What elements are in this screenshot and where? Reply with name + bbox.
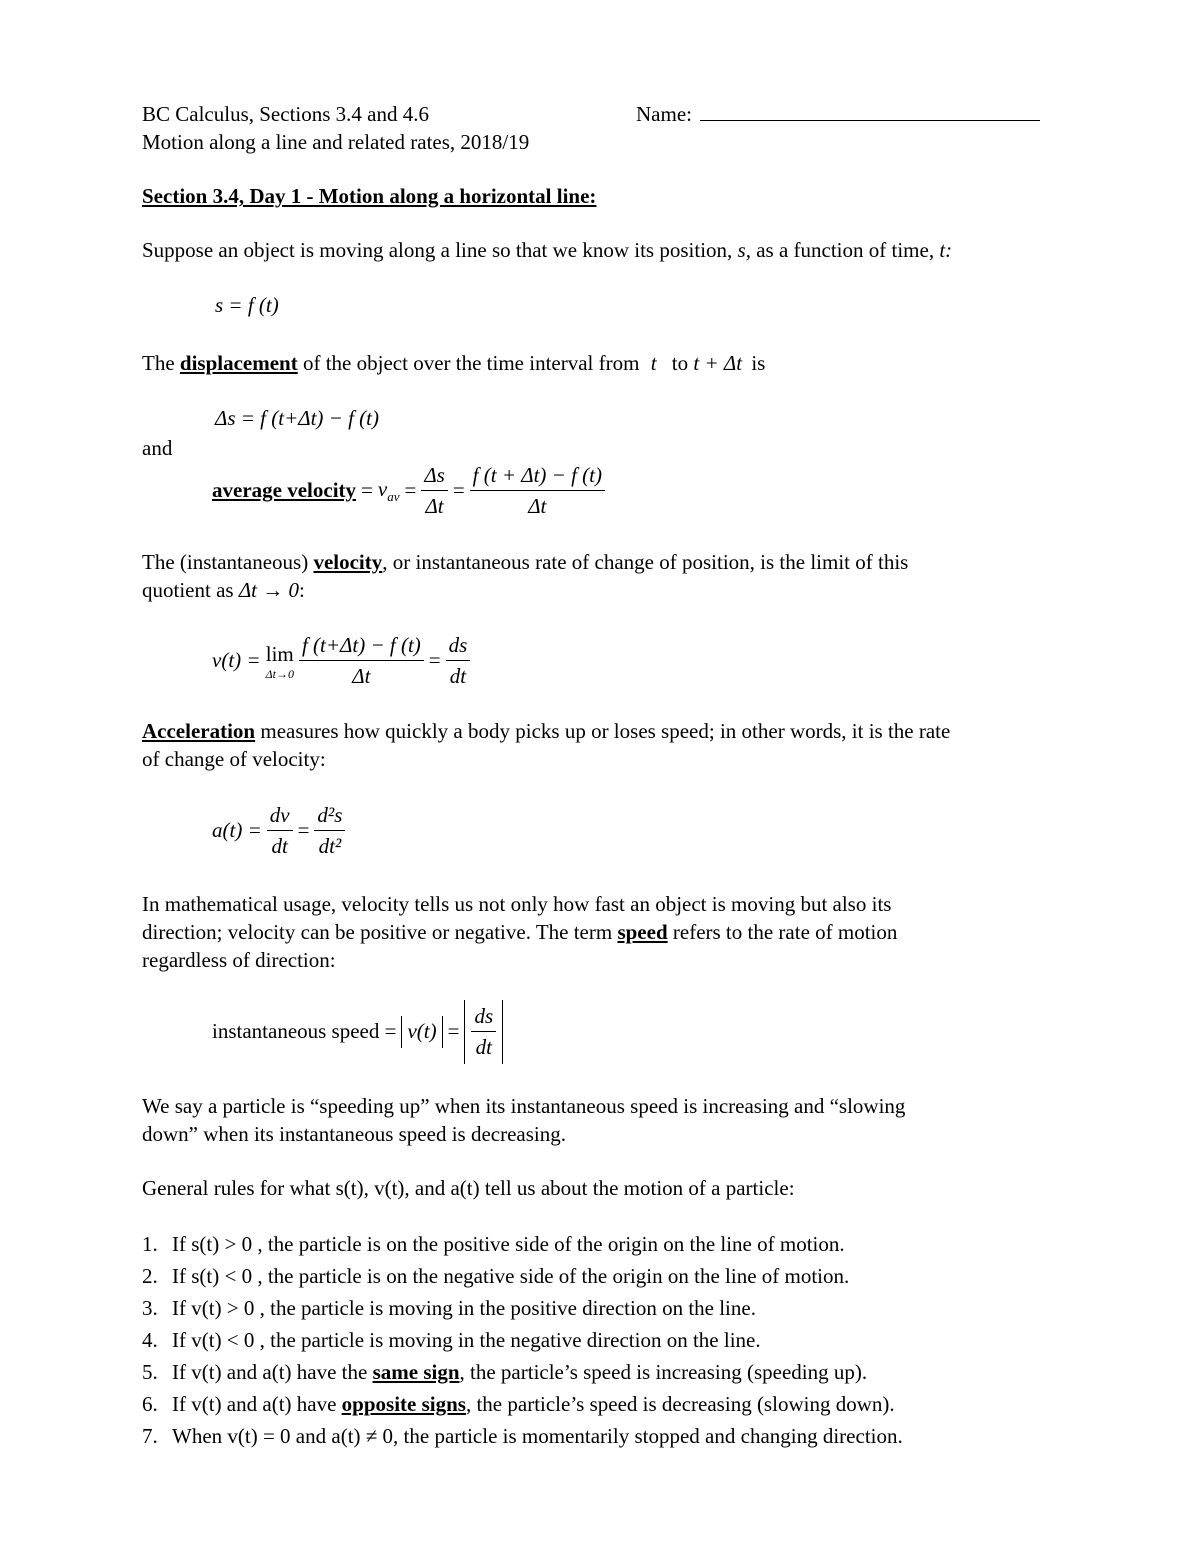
velocity-paragraph: The (instantaneous) velocity, or instantaneous rate of change of position, is the limit of this bbox=[142, 550, 909, 574]
abs-derivative: $\frac{ds}{dt}$ bbox=[464, 1000, 503, 1064]
abs-velocity: v(t) bbox=[401, 1016, 442, 1048]
and-label: and bbox=[142, 436, 173, 460]
velocity-equation: v(t) = lim Δt→0 $\frac{f (t+\Delta t) - f (t)}{\Delta t}$ = $\frac{ds}{dt}$ bbox=[212, 632, 470, 690]
position-equation: s = f (t) bbox=[215, 293, 279, 317]
limit-operator: lim Δt→0 bbox=[265, 642, 294, 682]
intro-paragraph: Suppose an object is moving along a line so that we know its position, s, as a function of time, t: bbox=[142, 238, 953, 262]
displacement-term: displacement bbox=[179, 351, 298, 375]
speed-equation: instantaneous speed = v(t) = $\frac{ds}{dt}$ bbox=[212, 1000, 503, 1064]
speeding-paragraph-line2: down” when its instantaneous speed is decreasing. bbox=[142, 1122, 566, 1146]
avg-velocity-fraction-1: $\frac{\Delta s}{\Delta t}$ bbox=[421, 462, 448, 520]
same-sign-term: same sign bbox=[372, 1360, 460, 1384]
list-item: 4. If v(t) < 0 , the particle is moving in the negative direction on the line. bbox=[142, 1328, 761, 1352]
average-velocity-term: average velocity bbox=[212, 478, 357, 503]
speed-paragraph-line3: regardless of direction: bbox=[142, 948, 336, 972]
average-velocity-equation: average velocity = $v_{av}$ = $\frac{\Delta s}{\Delta t}$ = $\frac{f (t + \Delta t) - f (t)}{\Delta t}$ bbox=[212, 462, 605, 520]
velocity-paragraph-line2: quotient as Δt → 0: bbox=[142, 578, 305, 602]
acceleration-paragraph: Acceleration measures how quickly a body picks up or loses speed; in other words, it is the rate bbox=[142, 719, 951, 743]
speed-paragraph-line1: In mathematical usage, velocity tells us not only how fast an object is moving but also its bbox=[142, 892, 892, 916]
list-item: 3. If v(t) > 0 , the particle is moving in the positive direction on the line. bbox=[142, 1296, 756, 1320]
section-title: Section 3.4, Day 1 - Motion along a horizontal line: bbox=[142, 184, 597, 208]
acceleration-equation: a(t) = $\frac{dv}{dt}$ = $\frac{\text{d²s}}{\text{dt²}}$ bbox=[212, 802, 345, 860]
acceleration-term: Acceleration bbox=[142, 719, 256, 743]
velocity-term: velocity bbox=[313, 550, 383, 574]
acceleration-paragraph-line2: of change of velocity: bbox=[142, 747, 326, 771]
acceleration-fraction-2: $\frac{\text{d²s}}{\text{dt²}}$ bbox=[314, 802, 345, 860]
name-blank-line bbox=[700, 102, 1040, 121]
course-subtitle: Motion along a line and related rates, 2018/19 bbox=[142, 130, 530, 154]
list-item: 7. When v(t) = 0 and a(t) ≠ 0, the particle is momentarily stopped and changing direction. bbox=[142, 1424, 903, 1448]
speed-term: speed bbox=[617, 920, 668, 944]
speed-paragraph-line2: direction; velocity can be positive or negative. The term speed refers to the rate of motion bbox=[142, 920, 898, 944]
speeding-paragraph-line1: We say a particle is “speeding up” when its instantaneous speed is increasing and “slowing bbox=[142, 1094, 906, 1118]
rules-intro: General rules for what s(t), v(t), and a(t) tell us about the motion of a particle: bbox=[142, 1176, 795, 1200]
displacement-paragraph: The displacement of the object over the time interval from t to t + Δt is bbox=[142, 351, 766, 375]
opposite-signs-term: opposite signs bbox=[341, 1392, 466, 1416]
name-field bbox=[636, 101, 1040, 128]
list-item: 5. If v(t) and a(t) have the same sign, the particle’s speed is increasing (speeding up). bbox=[142, 1360, 868, 1384]
displacement-equation: Δs = f (t+Δt) − f (t) bbox=[215, 406, 379, 430]
velocity-derivative: $\frac{ds}{dt}$ bbox=[446, 632, 471, 690]
rules-list bbox=[142, 1231, 903, 1455]
list-item: 6. If v(t) and a(t) have opposite signs, the particle’s speed is decreasing (slowing down). bbox=[142, 1392, 895, 1416]
list-item: 2. If s(t) < 0 , the particle is on the negative side of the origin on the line of motion. bbox=[142, 1264, 850, 1288]
acceleration-fraction-1: $\frac{dv}{dt}$ bbox=[267, 802, 293, 860]
avg-velocity-fraction-2: $\frac{f (t + \Delta t) - f (t)}{\Delta t}$ bbox=[470, 462, 605, 520]
name-label: Name: bbox=[636, 102, 692, 126]
velocity-fraction: $\frac{f (t+\Delta t) - f (t)}{\Delta t}$ bbox=[299, 632, 424, 690]
list-item: 1. If s(t) > 0 , the particle is on the positive side of the origin on the line of motion. bbox=[142, 1232, 845, 1256]
course-title: BC Calculus, Sections 3.4 and 4.6 bbox=[142, 102, 429, 126]
